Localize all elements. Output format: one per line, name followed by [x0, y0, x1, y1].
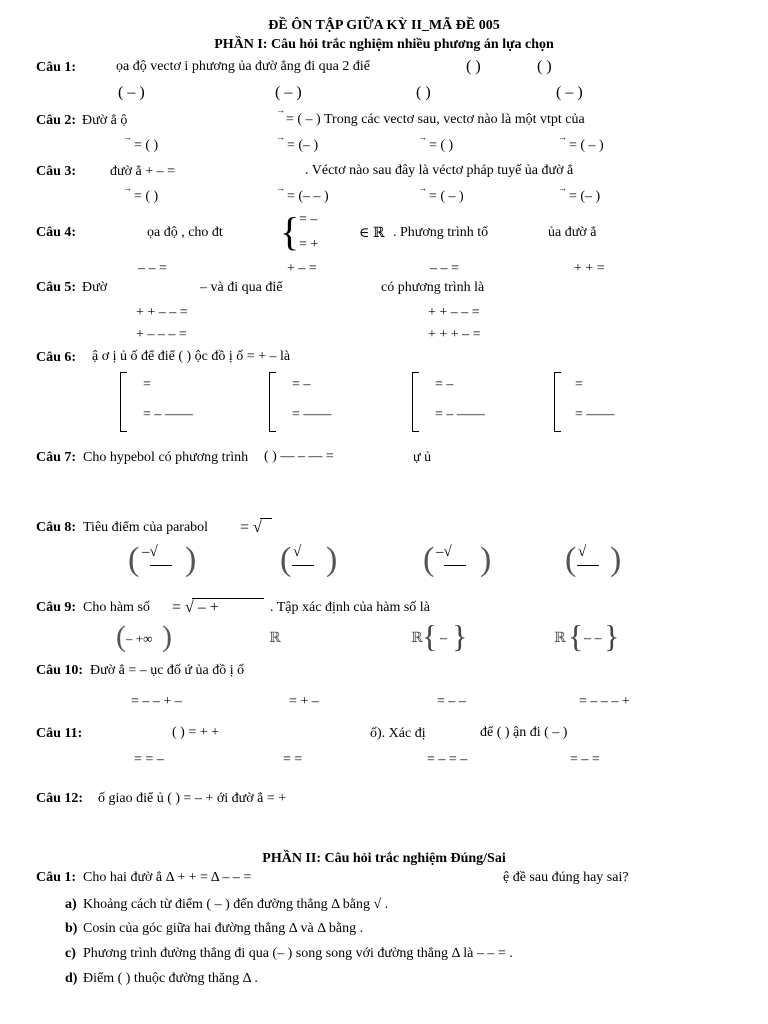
paren-left-icon: (	[565, 541, 577, 578]
fraction-bar	[577, 565, 599, 566]
q5-text-3: có phương trình là	[381, 280, 485, 295]
paren-right-icon: )	[162, 620, 172, 653]
set-brace-right-icon: }	[452, 618, 468, 654]
q5-option-a: + + – – =	[136, 305, 188, 320]
q3-label: Câu 3:	[36, 164, 77, 179]
q10-option-b: = + –	[289, 694, 319, 709]
statement-c-label: c)	[65, 946, 76, 961]
option-bracket-icon	[120, 372, 127, 432]
paren-left-icon: (	[116, 620, 126, 653]
q9-option-d: ℝ	[554, 631, 566, 646]
paren-left-icon: (	[423, 541, 435, 578]
q3-option-d: = (– )	[569, 189, 601, 204]
exam-title: ĐỀ ÔN TẬP GIỮA KỲ II_MÃ ĐỀ 005	[268, 18, 500, 33]
q7-label: Câu 7:	[36, 450, 77, 465]
sqrt-bar	[192, 598, 264, 599]
q5-option-c: + – – – =	[136, 327, 187, 342]
q3-option-b: = (– – )	[287, 189, 329, 204]
q7-equation: ( ) — – — =	[264, 449, 334, 464]
q4-text-1: ọa độ , cho đt	[147, 225, 223, 240]
q4-option-b: + – =	[287, 261, 317, 276]
vector-arrow-icon: →	[558, 183, 567, 193]
q11-option-d: = – =	[570, 752, 600, 767]
q4-option-d: + + =	[574, 261, 605, 276]
q4-text-4: ủa đườ ẳ	[548, 225, 597, 240]
q4-text-3: . Phương trình tổ	[393, 225, 489, 240]
q1-option-a: ( – )	[118, 84, 145, 101]
q4-text-2: ∈ ℝ	[359, 226, 385, 241]
statement-d-label: d)	[65, 971, 78, 986]
q11-label: Câu 11:	[36, 726, 83, 741]
statement-a: Khoảng cách từ điểm ( – ) đến đường thẳng Δ bằng √ .	[83, 897, 389, 912]
paren-right-icon: )	[480, 541, 492, 578]
q10-text: Đườ ẳ = – ục đố ứ ủa đồ ị ố	[90, 663, 245, 678]
q7-text-1: Cho hypebol có phương trình	[83, 450, 249, 465]
vector-arrow-icon: →	[276, 132, 285, 142]
q9-set-d: – –	[584, 631, 602, 646]
part1-heading: PHẦN I: Câu hỏi trắc nghiệm nhiều phương án lựa chọn	[214, 37, 554, 52]
paren-left-icon: (	[128, 541, 140, 578]
q6-text: ậ ơ ị ủ ố để điể ( ) ộc đồ ị ố = + – là	[92, 349, 291, 364]
option-bracket-icon	[554, 372, 561, 432]
q5-option-b: + + – – =	[428, 305, 480, 320]
q11-text-3: để ( ) ận đi ( – )	[480, 725, 568, 740]
q6-option-b-line-1: = –	[292, 377, 311, 392]
q9-option-b: ℝ	[269, 631, 281, 646]
q3-text-1: đườ ẳ + – =	[110, 164, 175, 179]
vector-arrow-icon: →	[276, 105, 285, 115]
q9-set-c: –	[440, 631, 447, 646]
q9-option-a: – +∞	[126, 631, 153, 646]
q10-label: Câu 10:	[36, 663, 84, 678]
q8-option-c: –√	[436, 544, 452, 560]
q9-text-1: Cho hàm số	[83, 600, 150, 615]
sqrt-bar	[260, 518, 272, 519]
paren-right-icon: )	[326, 541, 338, 578]
q4-system-line-1: = –	[299, 212, 318, 227]
q2-option-d: = ( – )	[569, 138, 604, 153]
fraction-bar	[150, 565, 172, 566]
paren-right-icon: )	[610, 541, 622, 578]
q9-option-c: ℝ	[411, 631, 423, 646]
q2-text-1: Đườ ẳ ộ	[82, 113, 128, 128]
option-bracket-icon	[269, 372, 276, 432]
q2-label: Câu 2:	[36, 113, 77, 128]
q11-option-a: = = –	[134, 752, 164, 767]
q8-option-a: –√	[142, 544, 158, 560]
q4-option-c: – – =	[430, 261, 459, 276]
vector-arrow-icon: →	[418, 183, 427, 193]
q7-text-2: ự ủ	[413, 450, 432, 465]
q4-label: Câu 4:	[36, 225, 77, 240]
q8-text: Tiêu điểm của parabol	[83, 520, 209, 535]
q11-text-2: ố). Xác đị	[370, 726, 426, 741]
q6-label: Câu 6:	[36, 350, 77, 365]
q1-text: ọa độ vectơ i phương ủa đườ ẳng đi qua 2 điể	[116, 59, 370, 74]
q10-option-d: = – – – +	[579, 694, 630, 709]
q12-label: Câu 12:	[36, 791, 84, 806]
fraction-bar	[292, 565, 314, 566]
q11-option-c: = – = –	[427, 752, 468, 767]
q3-option-c: = ( – )	[429, 189, 464, 204]
q6-option-a-line-2: = – ——	[143, 407, 193, 422]
set-brace-right-icon: }	[604, 618, 620, 654]
q8-option-b: √	[293, 544, 302, 560]
p2-q1-text-2: ệ đề sau đúng hay sai?	[503, 870, 629, 885]
q5-label: Câu 5:	[36, 280, 77, 295]
q8-equation: = √	[240, 519, 262, 536]
q11-option-b: = =	[283, 752, 303, 767]
q5-option-d: + + + – =	[428, 327, 481, 342]
q1-label: Câu 1:	[36, 60, 77, 75]
q9-text-2: . Tập xác định của hàm số là	[270, 600, 430, 615]
q1-option-b: ( – )	[275, 84, 302, 101]
paren-left-icon: (	[280, 541, 292, 578]
q6-option-a-line-1: =	[143, 377, 151, 392]
part2-heading: PHẦN II: Câu hỏi trắc nghiệm Đúng/Sai	[262, 851, 506, 866]
vector-arrow-icon: →	[418, 132, 427, 142]
q8-option-d: √	[578, 544, 587, 560]
p2-q1-text: Cho hai đườ ẳ Δ + + = Δ – – =	[83, 870, 252, 885]
q5-text-1: Đườ	[82, 280, 108, 295]
p2-q1-label: Câu 1:	[36, 870, 77, 885]
q6-option-b-line-2: = ——	[292, 407, 332, 422]
q2-option-a: = ( )	[134, 138, 159, 153]
statement-d: Điểm ( ) thuộc đường thăng Δ .	[83, 971, 258, 986]
option-bracket-icon	[412, 372, 419, 432]
q10-option-c: = – –	[437, 694, 466, 709]
vector-arrow-icon: →	[276, 183, 285, 193]
q11-text-1: ( ) = + +	[172, 725, 220, 740]
statement-b-label: b)	[65, 921, 78, 936]
q6-option-d-line-2: = ——	[575, 407, 615, 422]
q6-option-c-line-1: = –	[435, 377, 454, 392]
q12-text: ố giao điể ủ ( ) = – + ới đườ ẳ = +	[98, 791, 287, 806]
q10-option-a: = – – + –	[131, 694, 182, 709]
q8-label: Câu 8:	[36, 520, 77, 535]
q6-option-d-line-1: =	[575, 377, 583, 392]
q4-option-a: – – =	[138, 261, 167, 276]
q2-option-b: = (– )	[287, 138, 319, 153]
vector-arrow-icon: →	[123, 183, 132, 193]
q1-point-b: ( )	[537, 58, 552, 75]
statement-b: Cosin của góc giữa hai đường thẳng Δ và Δ bằng .	[83, 921, 364, 936]
q3-option-a: = ( )	[134, 189, 159, 204]
system-brace-icon: {	[280, 209, 300, 254]
q2-text-2: = ( – ) Trong các vectơ sau, vectơ nào là một vtpt của	[286, 112, 585, 127]
q4-system-line-2: = +	[299, 237, 319, 252]
q2-option-c: = ( )	[429, 138, 454, 153]
statement-c: Phương trình đường thẳng đi qua (– ) song song với đường thẳng Δ là – – = .	[83, 946, 513, 961]
q1-point-a: ( )	[466, 58, 481, 75]
q9-equation: = √ – +	[172, 599, 219, 616]
vector-arrow-icon: →	[558, 132, 567, 142]
q1-option-d: ( – )	[556, 84, 583, 101]
q1-option-c: ( )	[416, 84, 431, 101]
vector-arrow-icon: →	[123, 132, 132, 142]
q6-option-c-line-2: = – ——	[435, 407, 485, 422]
set-brace-left-icon: {	[422, 618, 438, 654]
q9-label: Câu 9:	[36, 600, 77, 615]
fraction-bar	[444, 565, 466, 566]
q3-text-2: . Véctơ nào sau đây là véctơ pháp tuyế ủa đườ ẳ	[305, 163, 574, 178]
set-brace-left-icon: {	[568, 618, 584, 654]
q5-text-2: – và đi qua điể	[200, 280, 283, 295]
statement-a-label: a)	[65, 897, 77, 912]
paren-right-icon: )	[185, 541, 197, 578]
